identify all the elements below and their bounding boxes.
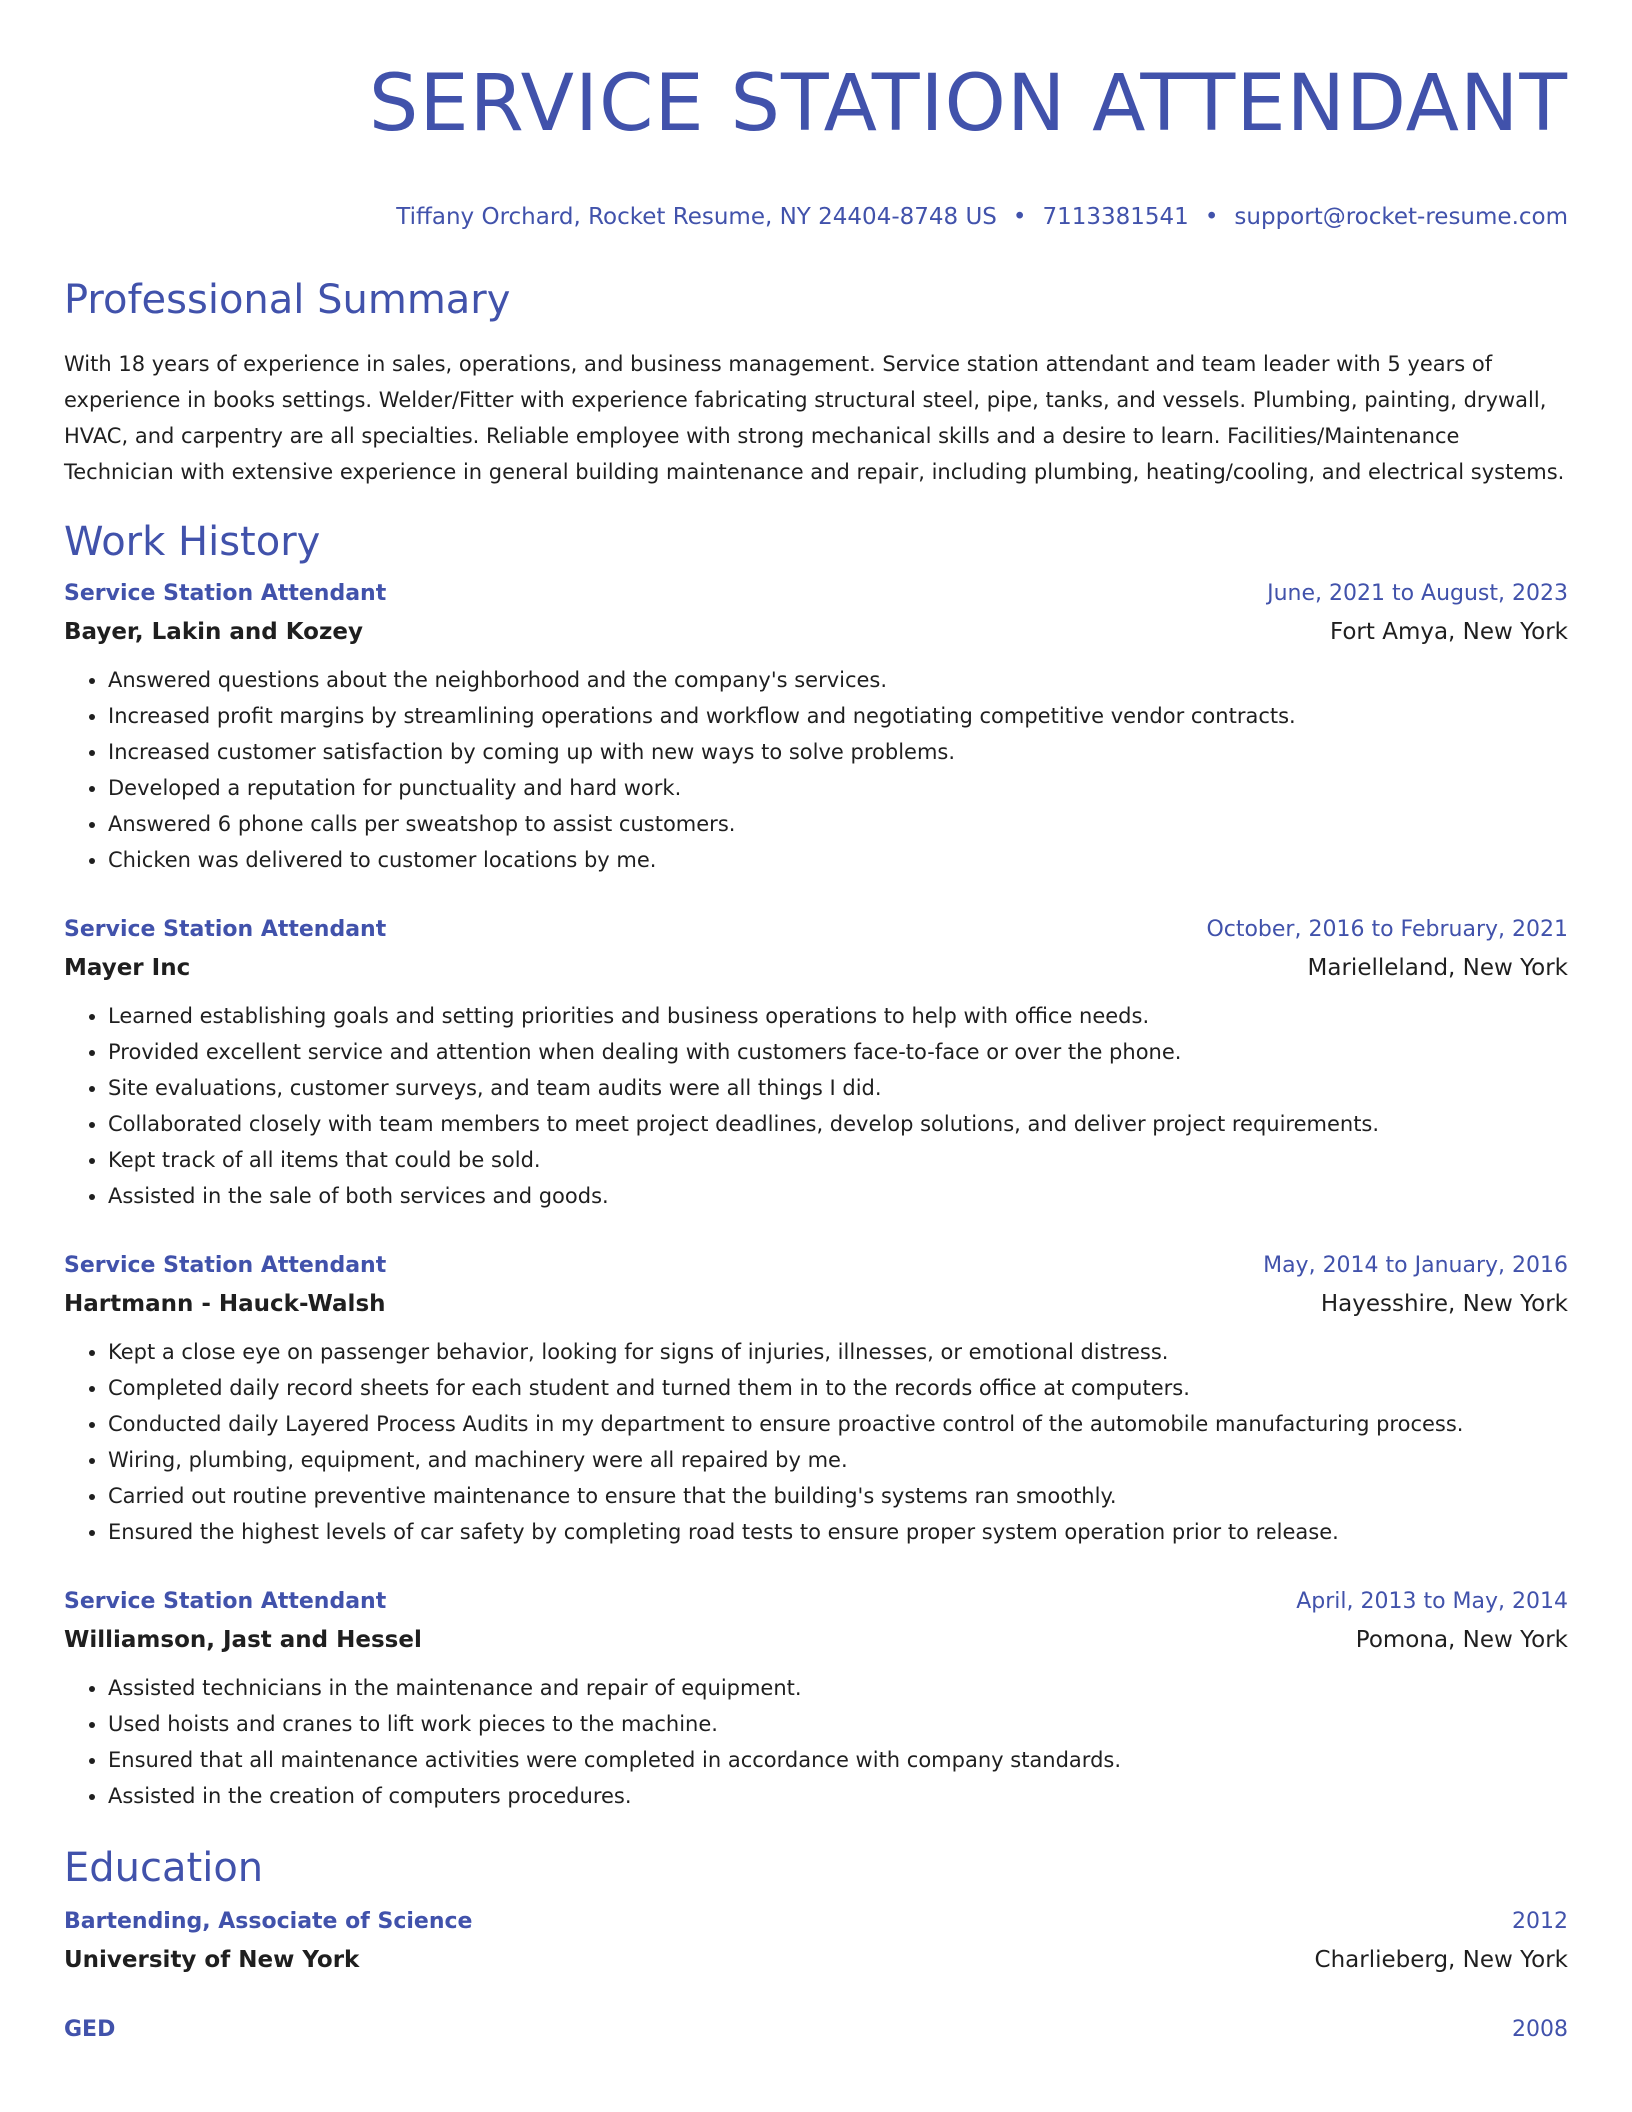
education-degree: Bartending, Associate of Science [64,1909,473,1934]
contact-email: support@rocket-resume.com [1234,204,1568,230]
job-company-row [64,612,1568,652]
education-location: Charlieberg, New York [1314,1947,1568,1973]
job-header [64,576,1568,612]
list-item: • Chicken was delivered to customer locations by me. [108,842,1568,878]
list-item: • Carried out routine preventive maintenance to ensure that the building's systems ran smoothly. [108,1478,1568,1514]
job-bullets [64,1334,1568,1550]
job-header [64,1584,1568,1620]
spacer [64,1550,1568,1584]
list-item: • Kept a close eye on passenger behavior, looking for signs of injuries, illnesses, or emotional distress. [108,1334,1568,1370]
job-location: Fort Amya, New York [1329,619,1568,645]
job-company: Bayer, Lakin and Kozey [64,619,363,645]
job-company: Hartmann - Hauck-Walsh [64,1291,386,1317]
list-item: • Increased profit margins by streamlining operations and workflow and negotiating competitive vendor contracts. [108,698,1568,734]
contact-line [64,202,1568,232]
education-header [64,1904,1568,1940]
job-bullets [64,998,1568,1214]
list-item: • Answered questions about the neighborhood and the company's services. [108,662,1568,698]
job-dates: June, 2021 to August, 2023 [1267,581,1568,606]
list-item: • Provided excellent service and attention when dealing with customers face-to-face or over the phone. [108,1034,1568,1070]
list-item: • Developed a reputation for punctuality and hard work. [108,770,1568,806]
list-item: • Completed daily record sheets for each student and turned them in to the records office at computers. [108,1370,1568,1406]
education-year: 2008 [1512,2017,1568,2042]
contact-phone: 7113381541 [1042,204,1189,230]
list-item: • Kept track of all items that could be sold. [108,1142,1568,1178]
spacer [64,1214,1568,1248]
education-entry [64,2012,1568,2048]
list-item: • Answered 6 phone calls per sweatshop to assist customers. [108,806,1568,842]
education-school-row [64,1940,1568,1980]
list-item: • Conducted daily Layered Process Audits in my department to ensure proactive control of the automobile manufacturing process. [108,1406,1568,1442]
job-entry [64,1584,1568,1814]
contact-address: Tiffany Orchard, Rocket Resume, NY 24404-8748 US [396,204,997,230]
list-item: • Used hoists and cranes to lift work pieces to the machine. [108,1706,1568,1742]
job-title: Service Station Attendant [64,1589,387,1614]
job-header [64,912,1568,948]
contact-separator: • [1204,204,1219,230]
job-location: Pomona, New York [1355,1627,1568,1653]
job-location: Hayesshire, New York [1320,1291,1568,1317]
job-company-row [64,1284,1568,1324]
list-item: • Assisted in the sale of both services and goods. [108,1178,1568,1214]
list-item: • Site evaluations, customer surveys, and team audits were all things I did. [108,1070,1568,1106]
resume-page [64,0,1568,2048]
job-company-row [64,1620,1568,1660]
job-entry [64,912,1568,1214]
job-entry [64,1248,1568,1550]
job-bullets [64,1670,1568,1814]
spacer [64,878,1568,912]
education-header [64,2012,1568,2048]
education-entry [64,1904,1568,1980]
job-dates: April, 2013 to May, 2014 [1296,1589,1568,1614]
job-entry [64,576,1568,878]
job-company: Williamson, Jast and Hessel [64,1627,422,1653]
work-history-heading: Work History [64,519,321,565]
job-header [64,1248,1568,1284]
list-item: • Collaborated closely with team members to meet project deadlines, develop solutions, and deliver project requirements. [108,1106,1568,1142]
job-title: Service Station Attendant [64,581,387,606]
education-school: University of New York [64,1947,360,1973]
summary-text: With 18 years of experience in sales, operations, and business management. Service station attendant and team leader with 5 years of experience in books settings. Welder/Fitter with experience fabricating structural steel, pipe, tanks, and vessels. Plumbing, painting, drywall, HVAC, and carpentry are all specialties. Reliable employee with strong mechanical skills and a desire to learn. Facilities/Maintenance Technician with extensive experience in general building maintenance and repair, including plumbing, heating/cooling, and electrical systems. [64,352,1565,484]
resume-title: SERVICE STATION ATTENDANT [368,59,1568,149]
summary-heading: Professional Summary [64,277,511,323]
list-item: • Ensured the highest levels of car safety by completing road tests to ensure proper system operation prior to release. [108,1514,1568,1550]
list-item: • Assisted in the creation of computers procedures. [108,1778,1568,1814]
job-title: Service Station Attendant [64,917,387,942]
job-company: Mayer Inc [64,955,191,981]
job-dates: May, 2014 to January, 2016 [1263,1253,1568,1278]
education-degree: GED [64,2017,116,2042]
job-bullets [64,662,1568,878]
contact-separator: • [1012,204,1027,230]
list-item: • Learned establishing goals and setting priorities and business operations to help with office needs. [108,998,1568,1034]
education-year: 2012 [1512,1909,1568,1934]
list-item: • Ensured that all maintenance activities were completed in accordance with company standards. [108,1742,1568,1778]
education-heading: Education [64,1845,264,1891]
list-item: • Assisted technicians in the maintenance and repair of equipment. [108,1670,1568,1706]
job-dates: October, 2016 to February, 2021 [1206,917,1568,942]
job-title: Service Station Attendant [64,1253,387,1278]
list-item: • Wiring, plumbing, equipment, and machinery were all repaired by me. [108,1442,1568,1478]
job-company-row [64,948,1568,988]
spacer [64,1980,1568,2000]
list-item: • Increased customer satisfaction by coming up with new ways to solve problems. [108,734,1568,770]
job-location: Marielleland, New York [1307,955,1568,981]
